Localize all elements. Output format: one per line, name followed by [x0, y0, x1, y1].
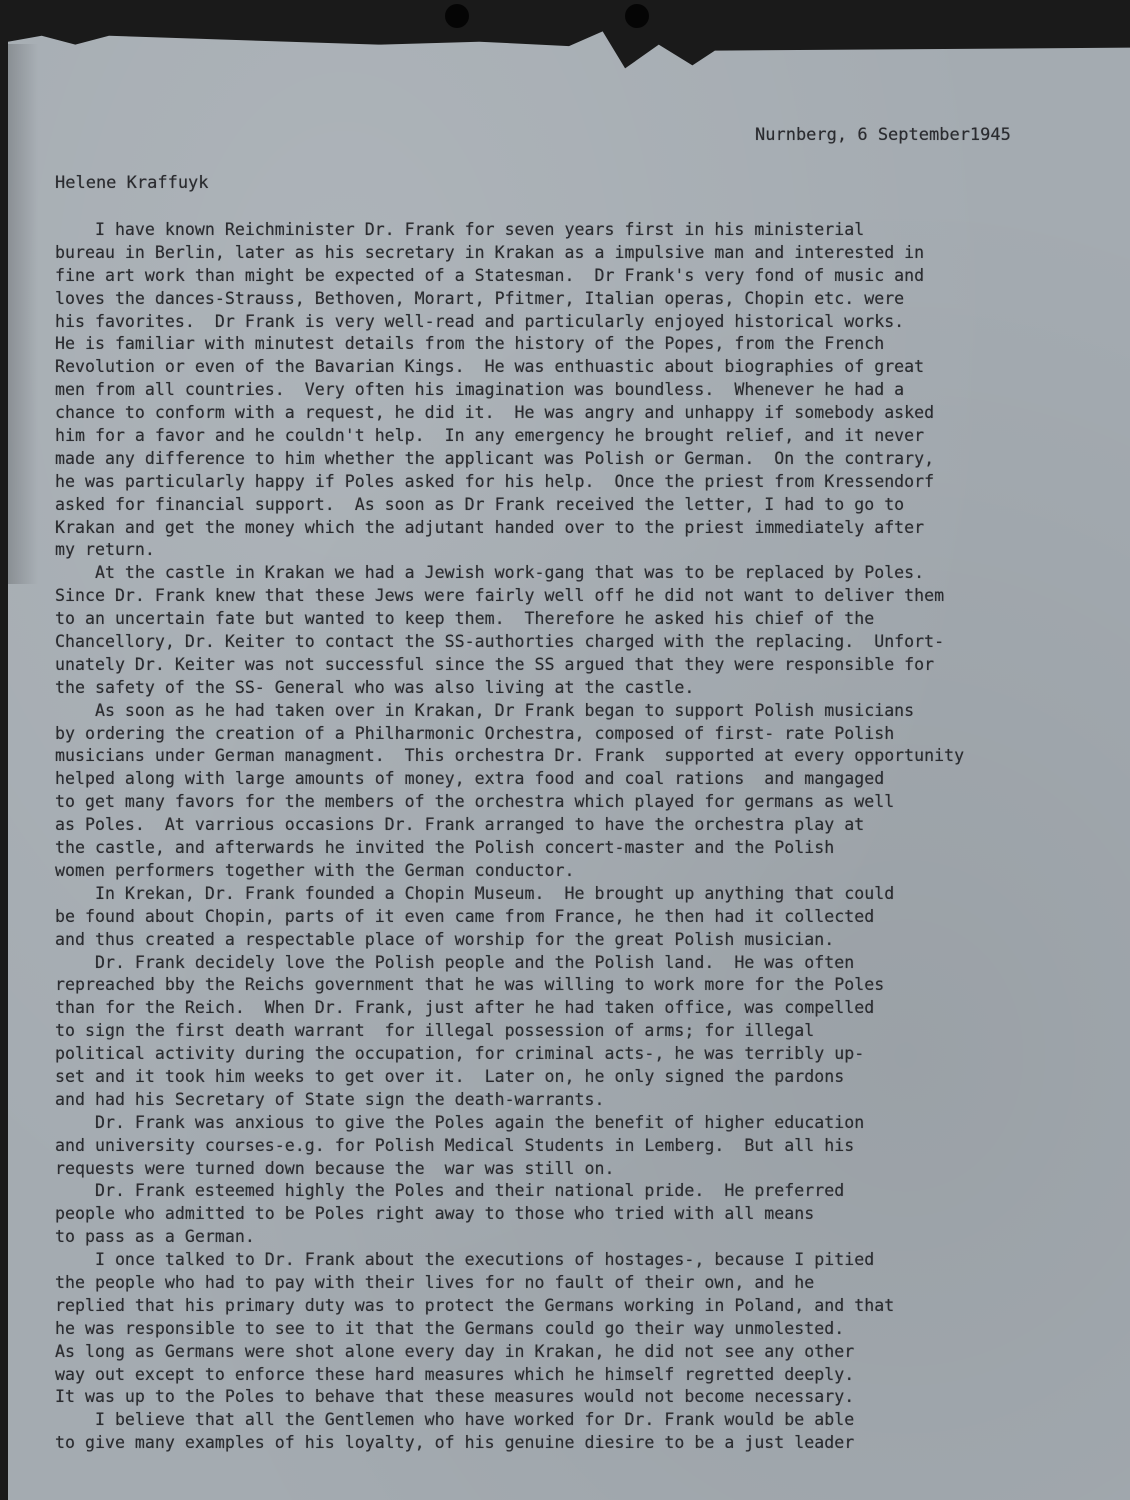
text-line: It was up to the Poles to behave that these measures would not become necessary. [55, 1387, 855, 1407]
text-line: helped along with large amounts of money, extra food and coal rations and mangaged [55, 769, 885, 789]
text-line: made any difference to him whether the applicant was Polish or German. On the contrary, [55, 448, 935, 468]
text-line: musicians under German managment. This orchestra Dr. Frank supported at every opportunity [55, 746, 965, 766]
text-line: than for the Reich. When Dr. Frank, just after he had taken office, was compelled [55, 998, 875, 1018]
punch-hole [625, 4, 649, 28]
punch-hole [445, 4, 469, 28]
text-line: requests were turned down because the war was still on. [55, 1158, 615, 1178]
salutation: Helene Kraffuyk [55, 173, 209, 193]
text-line: the people who had to pay with their lives for no fault of their own, and he [55, 1272, 815, 1292]
date-line: Nurnberg, 6 September1945 [755, 125, 1011, 145]
paper-crease [8, 44, 38, 584]
text-line: to an uncertain fate but wanted to keep them. Therefore he asked his chief of the [55, 609, 875, 629]
text-line: He is familiar with minutest details from the history of the Popes, from the French [55, 334, 885, 354]
text-line: Dr. Frank esteemed highly the Poles and their national pride. He preferred [55, 1181, 845, 1201]
text-line: repreached bby the Reichs government that he was willing to work more for the Poles [55, 975, 885, 995]
text-line: I have known Reichminister Dr. Frank for seven years first in his ministerial [55, 220, 865, 239]
text-line: loves the dances-Strauss, Bethoven, Morart, Pfitmer, Italian operas, Chopin etc. were [55, 288, 905, 308]
text-line: Dr. Frank decidely love the Polish people and the Polish land. He was often [55, 952, 855, 972]
text-line: he was responsible to see to it that the Germans could go their way unmolested. [55, 1318, 845, 1338]
text-line: him for a favor and he couldn't help. In any emergency he brought relief, and it never [55, 426, 925, 446]
text-line: and had his Secretary of State sign the death-warrants. [55, 1089, 605, 1109]
text-line: replied that his primary duty was to protect the Germans working in Poland, and that [55, 1295, 895, 1315]
text-line: As soon as he had taken over in Krakan, Dr Frank began to support Polish musicians [55, 700, 915, 720]
text-line: way out except to enforce these hard measures which he himself regretted deeply. [55, 1364, 855, 1384]
text-line: Krakan and get the money which the adjutant handed over to the priest immediately after [55, 517, 925, 537]
text-line: to get many favors for the members of the orchestra which played for germans as well [55, 792, 895, 812]
text-line: As long as Germans were shot alone every day in Krakan, he did not see any other [55, 1341, 855, 1361]
text-line: and university courses-e.g. for Polish Medical Students in Lemberg. But all his [55, 1135, 855, 1155]
text-line: people who admitted to be Poles right away to those who tried with all means [55, 1204, 815, 1224]
text-line: to pass as a German. [55, 1227, 255, 1247]
text-line: be found about Chopin, parts of it even came from France, he then had it collected [55, 906, 875, 926]
text-line: he was particularly happy if Poles asked for his help. Once the priest from Kressendorf [55, 471, 935, 491]
text-line: At the castle in Krakan we had a Jewish work-gang that was to be replaced by Poles. [55, 563, 925, 583]
text-line: fine art work than might be expected of a Statesman. Dr Frank's very fond of music and [55, 265, 925, 285]
text-line: In Krekan, Dr. Frank founded a Chopin Museum. He brought up anything that could [55, 883, 895, 903]
text-line: women performers together with the German conductor. [55, 860, 575, 880]
text-line: unately Dr. Keiter was not successful since the SS argued that they were responsible for [55, 654, 935, 674]
text-line: the castle, and afterwards he invited the Polish concert-master and the Polish [55, 838, 835, 858]
text-line: Dr. Frank was anxious to give the Poles again the benefit of higher education [55, 1112, 865, 1132]
text-line: political activity during the occupation, for criminal acts-, he was terribly up- [55, 1044, 865, 1064]
text-line: and thus created a respectable place of worship for the great Polish musician. [55, 929, 835, 949]
text-line: asked for financial support. As soon as Dr Frank received the letter, I had to go to [55, 494, 905, 514]
text-line: men from all countries. Very often his imagination was boundless. Whenever he had a [55, 380, 905, 400]
text-line: by ordering the creation of a Philharmonic Orchestra, composed of first- rate Polish [55, 723, 895, 743]
letter-body [55, 219, 964, 1455]
text-line: to give many examples of his loyalty, of his genuine diesire to be a just leader [55, 1433, 855, 1453]
text-line: I believe that all the Gentlemen who have worked for Dr. Frank would be able [55, 1410, 855, 1430]
text-line: his favorites. Dr Frank is very well-read and particularly enjoyed historical works. [55, 311, 905, 331]
text-line: set and it took him weeks to get over it. Later on, he only signed the pardons [55, 1066, 845, 1086]
text-line: Revolution or even of the Bavarian Kings. He was enthuastic about biographies of great [55, 357, 925, 377]
text-line: my return. [55, 540, 155, 560]
text-line: as Poles. At varrious occasions Dr. Frank arranged to have the orchestra play at [55, 815, 865, 835]
text-line: chance to conform with a request, he did it. He was angry and unhappy if somebody asked [55, 403, 935, 423]
text-line: the safety of the SS- General who was also living at the castle. [55, 677, 695, 697]
text-line: I once talked to Dr. Frank about the executions of hostages-, because I pitied [55, 1250, 875, 1270]
text-line: Chancellory, Dr. Keiter to contact the SS-authorties charged with the replacing. Unfort- [55, 632, 945, 652]
text-line: Since Dr. Frank knew that these Jews were fairly well off he did not want to deliver them [55, 586, 945, 606]
text-line: bureau in Berlin, later as his secretary in Krakan as a impulsive man and interested in [55, 242, 925, 262]
text-line: to sign the first death warrant for illegal possession of arms; for illegal [55, 1021, 815, 1041]
